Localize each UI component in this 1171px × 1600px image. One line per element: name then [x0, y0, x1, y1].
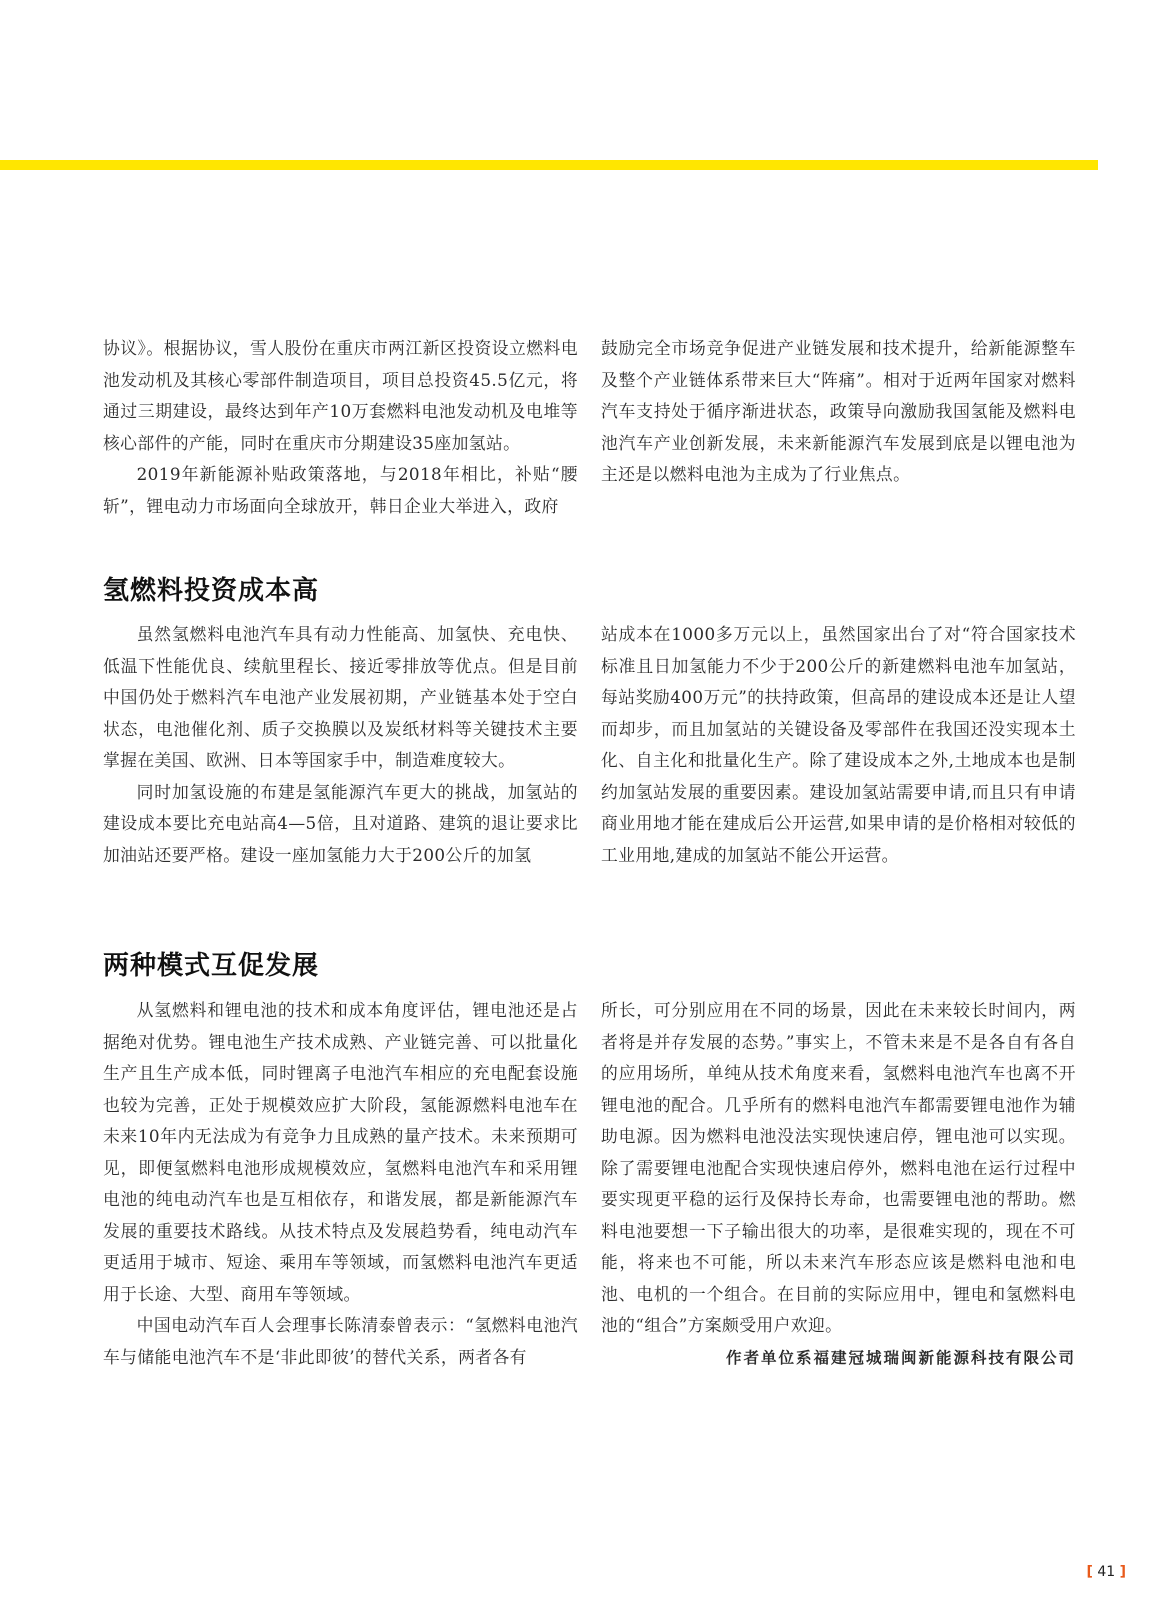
section-heading: 两种模式互促发展	[103, 951, 320, 981]
paragraph: 站成本在1000多万元以上，虽然国家出台了对“符合国家技术标准且日加氢能力不少于200公斤的新建燃料电池车加氢站，每站奖励400万元”的扶持政策，但高昂的建设成本还是让人望而却步，而且加氢站的关键设备及零部件在我国还没实现本土化、自主化和批量化生产。除了建设成本之外,土地成本也是制约加氢站发展的重要因素。建设加氢站需要申请,而且只有申请商业用地才能在建成后公开运营,如果申请的是价格相对较低的工业用地,建成的加氢站不能公开运营。	[601, 624, 1076, 865]
paragraph: 所长，可分别应用在不同的场景，因此在未来较长时间内，两者将是并存发展的态势。”事实上，不管未来是不是各自有各自的应用场所，单纯从技术角度来看，氢燃料电池汽车也离不开锂电池的配合。几乎所有的燃料电池汽车都需要锂电池作为辅助电源。因为燃料电池没法实现快速启停，锂电池可以实现。除了需要锂电池配合实现快速启停外，燃料电池在运行过程中要实现更平稳的运行及保持长寿命，也需要锂电池的帮助。燃料电池要想一下子输出很大的功率，是很难实现的，现在不可能，将来也不可能，所以未来汽车形态应该是燃料电池和电池、电机的一个组合。在目前的实际应用中，锂电和氢燃料电池的“组合”方案颇受用户欢迎。	[601, 1000, 1076, 1335]
page-bracket-close: ]	[1119, 1564, 1126, 1580]
section2-right-column	[601, 995, 1076, 1373]
top-accent-bar	[0, 160, 1098, 170]
paragraph: 2019年新能源补贴政策落地，与2018年相比，补贴“腰斩”，锂电动力市场面向全球放开，韩日企业大举进入，政府	[103, 464, 578, 516]
paragraph: 协议》。根据协议，雪人股份在重庆市两江新区投资设立燃料电池发动机及其核心零部件制造项目，项目总投资45.5亿元，将通过三期建设，最终达到年产10万套燃料电池发动机及电堆等核心部件的产能，同时在重庆市分期建设35座加氢站。	[103, 338, 578, 453]
section1-right-column	[601, 619, 1076, 871]
page-number	[1086, 1564, 1126, 1580]
section-heading: 氢燃料投资成本高	[103, 576, 320, 606]
page-number-value: 41	[1097, 1564, 1116, 1580]
page-bracket-open: [	[1086, 1564, 1093, 1580]
paragraph: 鼓励完全市场竞争促进产业链发展和技术提升，给新能源整车及整个产业链体系带来巨大“阵痛”。相对于近两年国家对燃料汽车支持处于循序渐进状态，政策导向激励我国氢能及燃料电池汽车产业创新发展，未来新能源汽车发展到底是以锂电池为主还是以燃料电池为主成为了行业焦点。	[601, 338, 1076, 484]
paragraph: 同时加氢设施的布建是氢能源汽车更大的挑战，加氢站的建设成本要比充电站高4—5倍，且对道路、建筑的退让要求比加油站还要严格。建设一座加氢能力大于200公斤的加氢	[103, 781, 578, 865]
paragraph: 虽然氢燃料电池汽车具有动力性能高、加氢快、充电快、低温下性能优良、续航里程长、接近零排放等优点。但是目前中国仍处于燃料汽车电池产业发展初期，产业链基本处于空白状态，电池催化剂、质子交换膜以及炭纸材料等关键技术主要掌握在美国、欧洲、日本等国家手中，制造难度较大。	[103, 624, 578, 770]
author-affiliation: 作者单位系福建冠城瑞闽新能源科技有限公司	[725, 1347, 1076, 1367]
paragraph: 中国电动汽车百人会理事长陈清泰曾表示：“氢燃料电池汽车与储能电池汽车不是‘非此即彼’的替代关系，两者各有	[103, 1315, 578, 1367]
paragraph: 从氢燃料和锂电池的技术和成本角度评估，锂电池还是占据绝对优势。锂电池生产技术成熟、产业链完善、可以批量化生产且生产成本低，同时锂离子电池汽车相应的充电配套设施也较为完善，正处于规模效应扩大阶段，氢能源燃料电池车在未来10年内无法成为有竞争力且成熟的量产技术。未来预期可见，即便氢燃料电池形成规模效应，氢燃料电池汽车和采用锂电池的纯电动汽车也是互相依存，和谐发展，都是新能源汽车发展的重要技术路线。从技术特点及发展趋势看，纯电动汽车更适用于城市、短途、乘用车等领域，而氢燃料电池汽车更适用于长途、大型、商用车等领域。	[103, 1000, 578, 1304]
section1-left-column	[103, 619, 578, 871]
section2-left-column	[103, 995, 578, 1373]
section0-right-column	[601, 333, 1076, 491]
section0-left-column	[103, 333, 578, 522]
